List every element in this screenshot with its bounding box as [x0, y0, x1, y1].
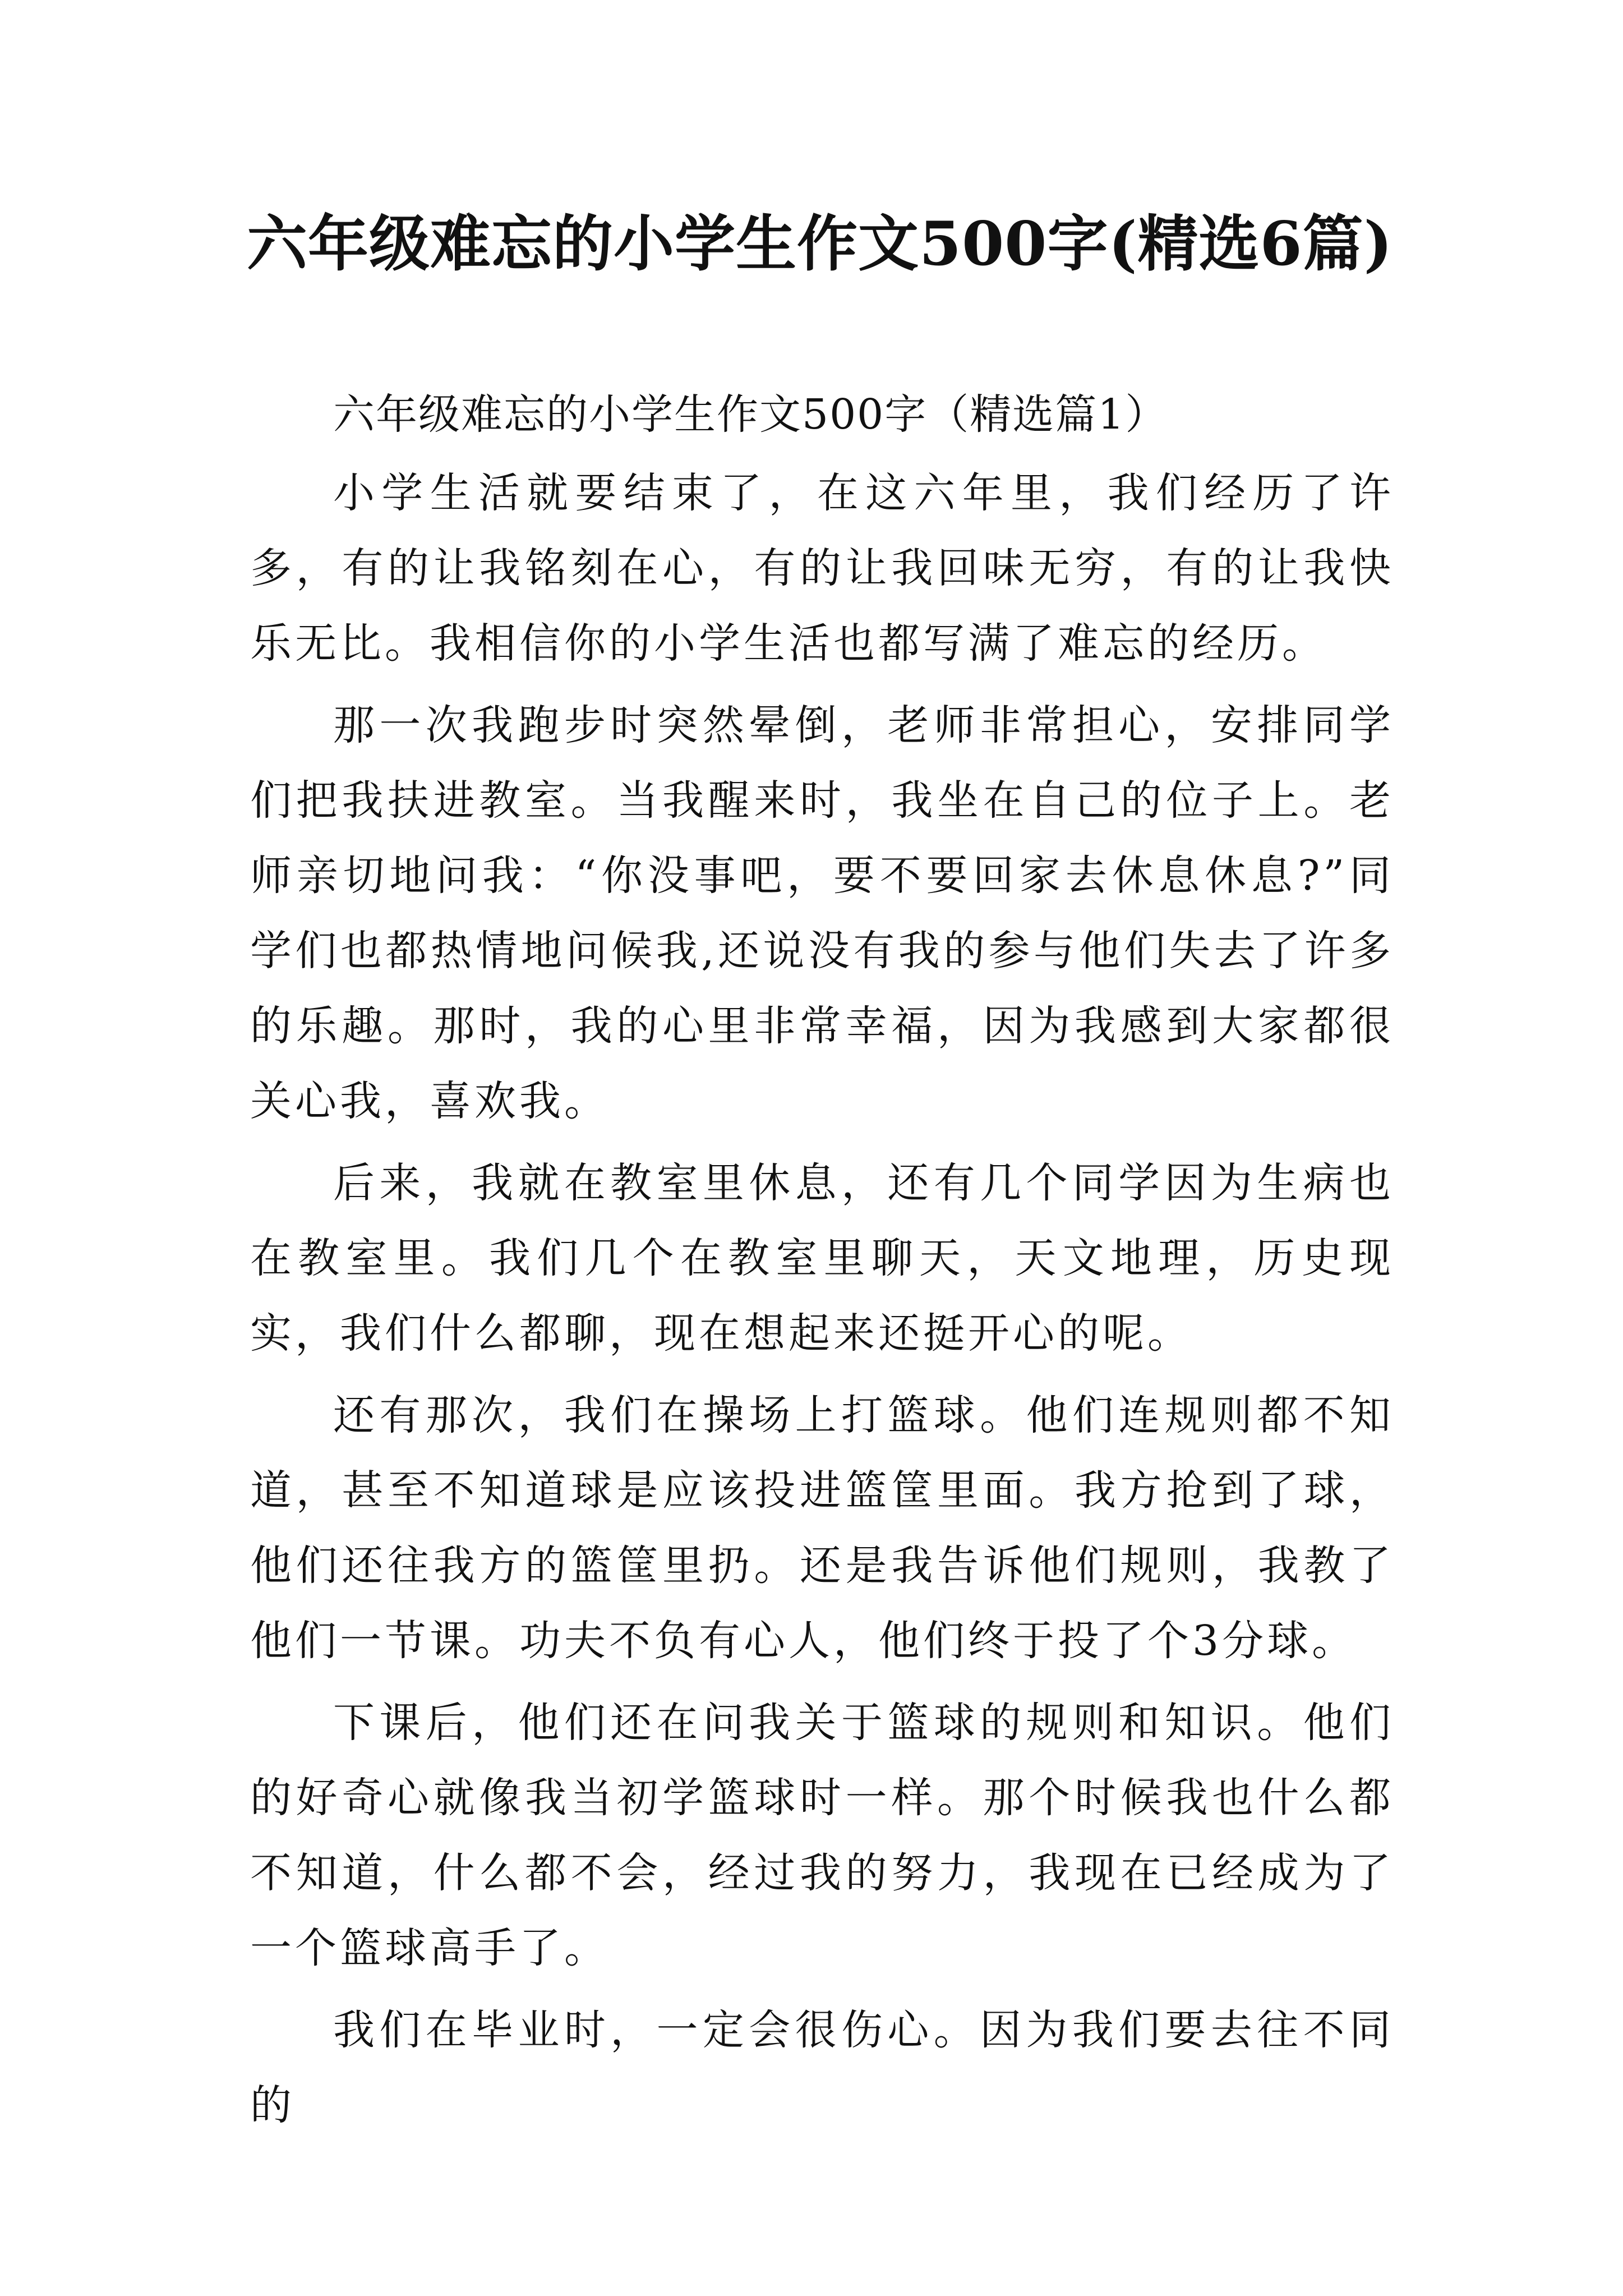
paragraph: 下课后，他们还在问我关于篮球的规则和知识。他们的好奇心就像我当初学篮球时一样。那个时候我也什么都不知道，什么都不会，经过我的努力，我现在已经成为了一个篮球高手了。: [250, 1699, 1394, 1972]
section-heading: 六年级难忘的小学生作文500字（精选篇1）: [333, 390, 1168, 439]
document-title: 六年级难忘的小学生作文500字(精选6篇): [247, 209, 1393, 279]
paragraph: 还有那次，我们在操场上打篮球。他们连规则都不知道，甚至不知道球是应该投进篮筐里面。我方抢到了球，他们还往我方的篮筐里扔。还是我告诉他们规则，我教了他们一节课。功夫不负有心人，他们终于投了个3分球。: [250, 1391, 1394, 1665]
paragraph: 那一次我跑步时突然晕倒，老师非常担心，安排同学们把我扶进教室。当我醒来时，我坐在自己的位子上。老师亲切地问我：“你没事吧，要不要回家去休息休息?”同学们也都热情地问候我,还说没有我的参与他们失去了许多的乐趣。那时，我的心里非常幸福，因为我感到大家都很关心我，喜欢我。: [250, 701, 1394, 1125]
document-body: [250, 377, 1394, 2150]
paragraph: 后来，我就在教室里休息，还有几个同学因为生病也在教室里。我们几个在教室里聊天，天文地理，历史现实，我们什么都聊，现在想起来还挺开心的呢。: [250, 1159, 1394, 1358]
paragraph: 我们在毕业时，一定会很伤心。因为我们要去往不同的: [250, 2006, 1394, 2129]
paragraph: 小学生活就要结束了，在这六年里，我们经历了许多，有的让我铭刻在心，有的让我回味无穷，有的让我快乐无比。我相信你的小学生活也都写满了难忘的经历。: [250, 469, 1394, 668]
